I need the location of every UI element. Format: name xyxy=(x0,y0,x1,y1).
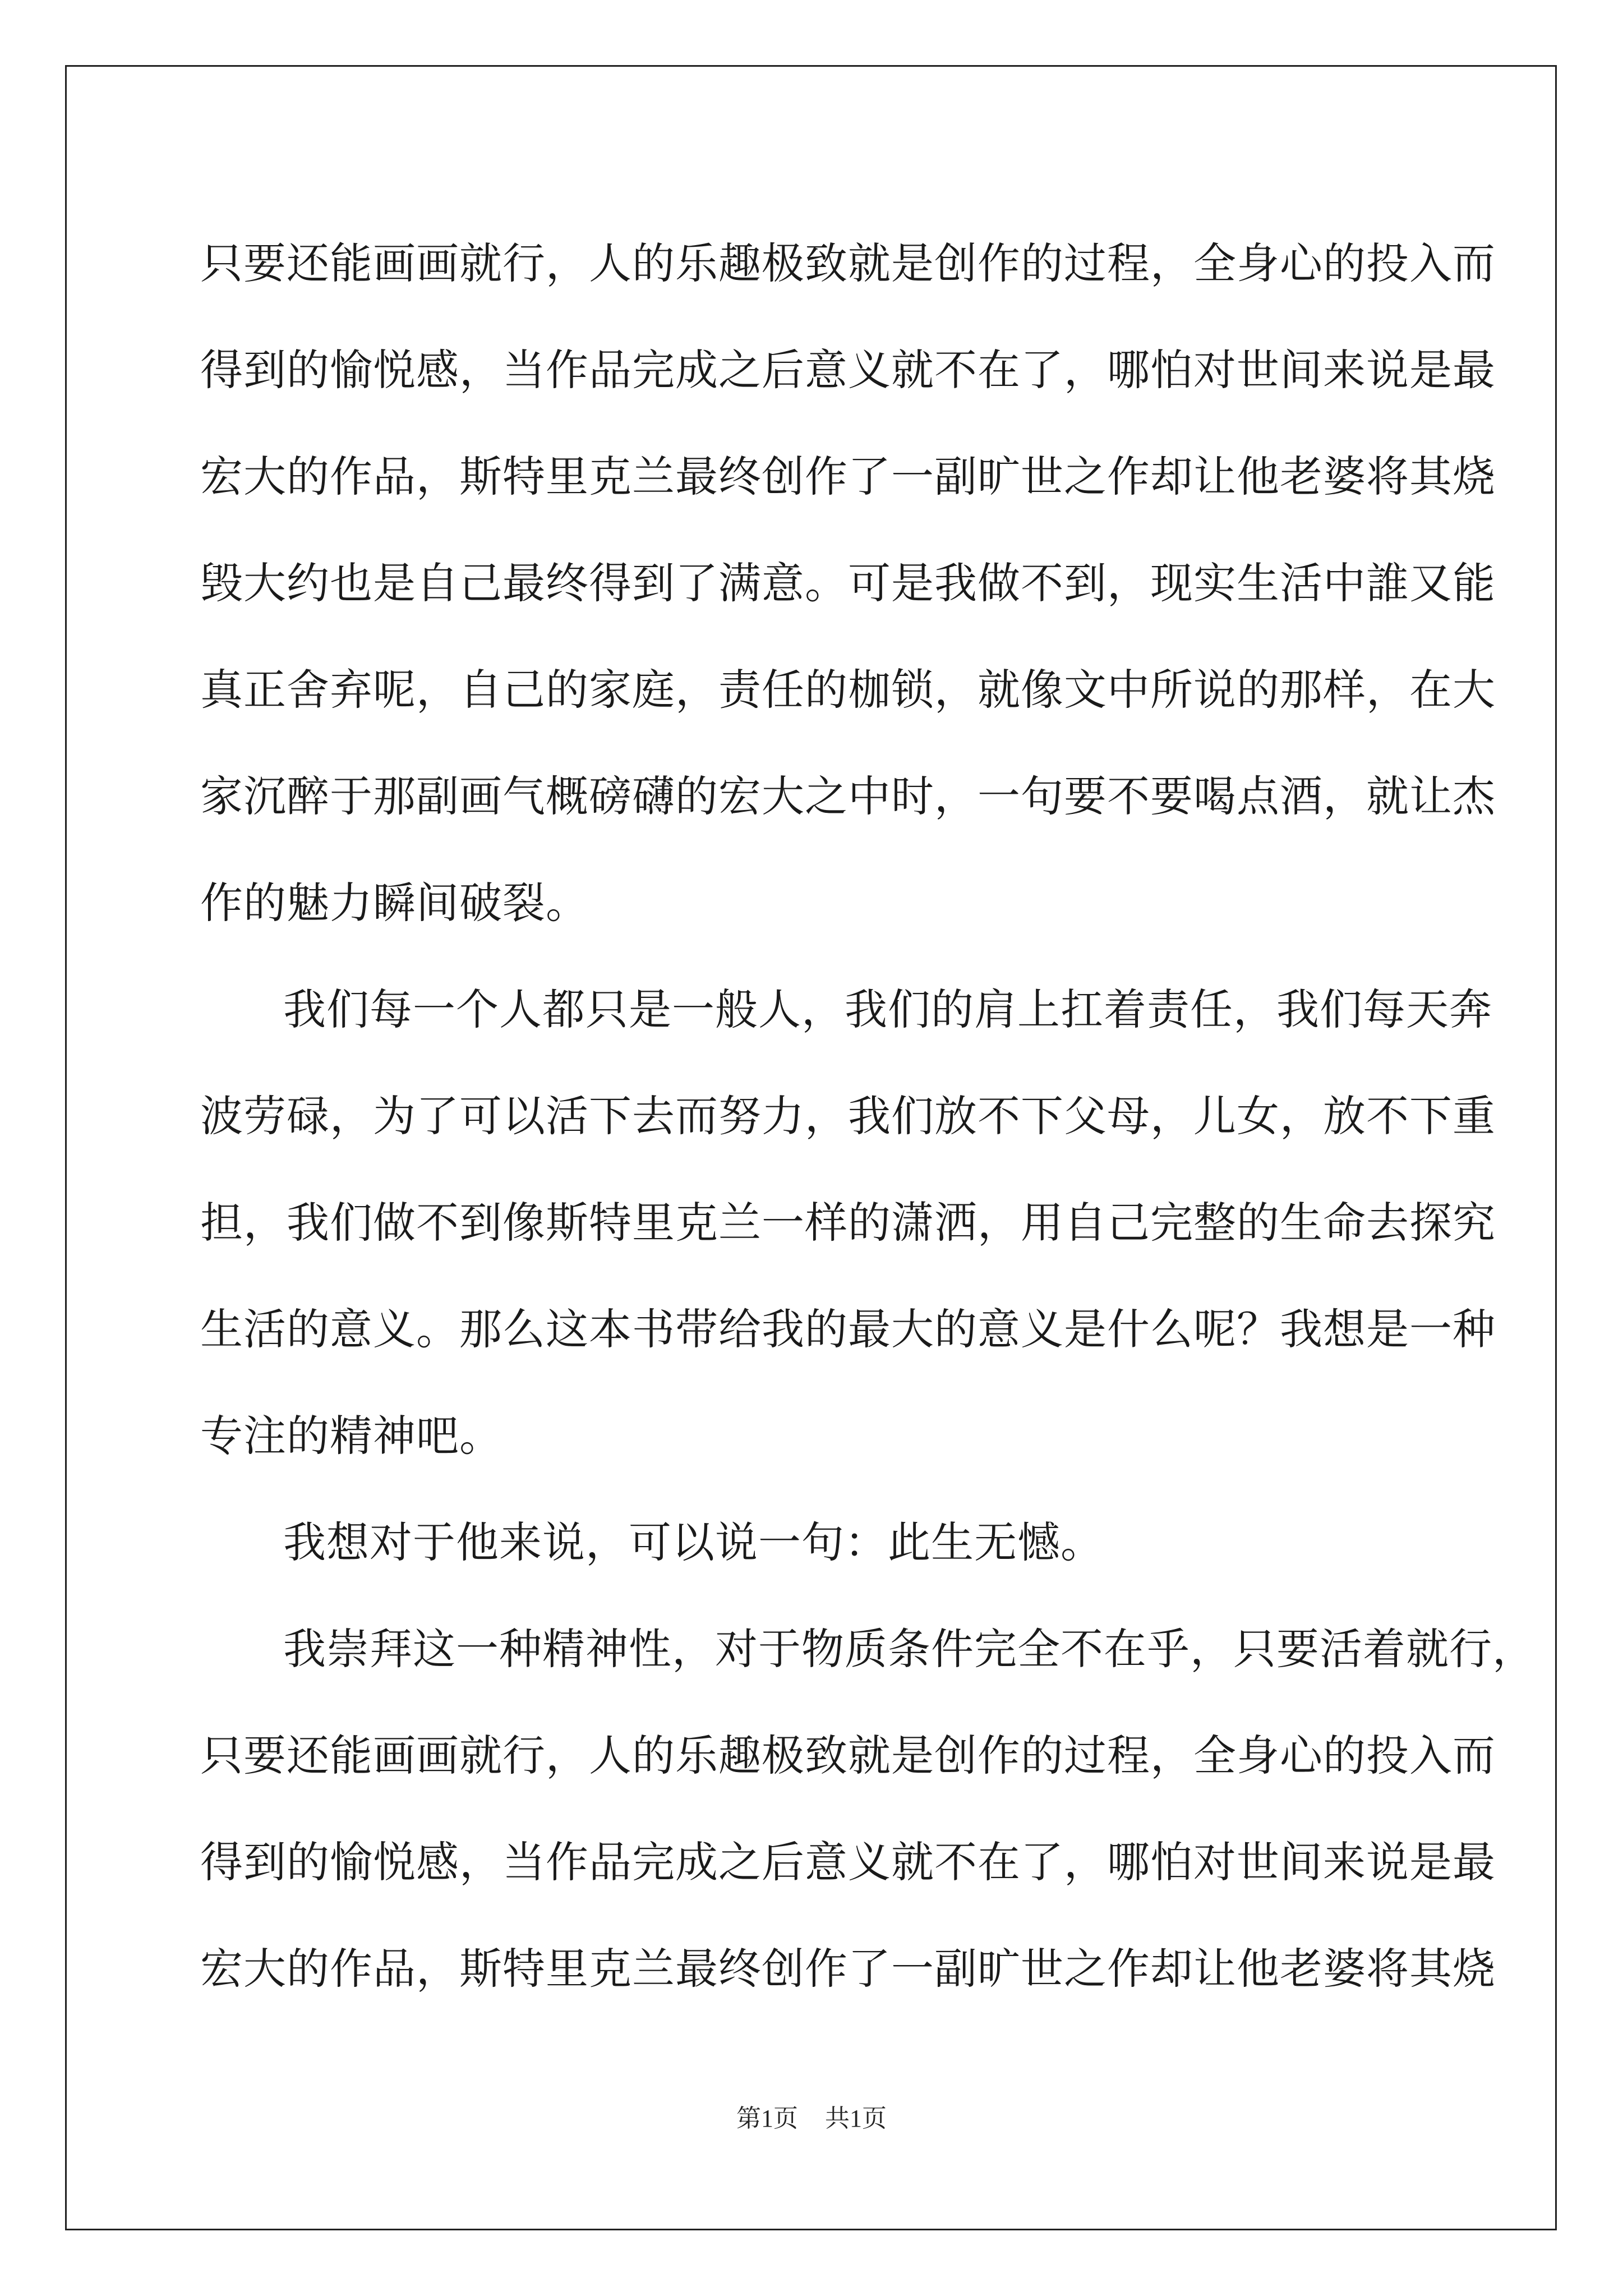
page-footer xyxy=(0,2098,1623,2134)
text-line: 毁大约也是自己最终得到了满意。可是我做不到，现实生活中誰又能 xyxy=(200,558,1496,608)
page-number-total: 共1页 xyxy=(825,2105,887,2132)
text-line: 得到的愉悦感，当作品完成之后意义就不在了，哪怕对世间来说是最 xyxy=(200,345,1496,395)
text-line: 只要还能画画就行，人的乐趣极致就是创作的过程，全身心的投入而 xyxy=(200,1731,1496,1780)
text-line: 专注的精神吧。 xyxy=(200,1411,502,1461)
document-body xyxy=(200,210,1536,2022)
text-line: 我们每一个人都只是一般人，我们的肩上扛着责任，我们每天奔 xyxy=(283,984,1492,1034)
text-line: 真正舍弃呢，自己的家庭，责任的枷锁，就像文中所说的那样，在大 xyxy=(200,665,1496,715)
text-line: 家沉醉于那副画气概磅礴的宏大之中时，一句要不要喝点酒，就让杰 xyxy=(200,771,1496,821)
text-line: 我想对于他来说，可以说一句：此生无憾。 xyxy=(283,1517,1104,1567)
text-line: 作的魅力瞬间破裂。 xyxy=(200,878,589,928)
text-line: 得到的愉悦感，当作品完成之后意义就不在了，哪怕对世间来说是最 xyxy=(200,1837,1496,1887)
text-line: 生活的意义。那么这本书带给我的最大的意义是什么呢？我想是一种 xyxy=(200,1304,1496,1354)
text-line: 波劳碌，为了可以活下去而努力，我们放不下父母，儿女，放不下重 xyxy=(200,1091,1496,1141)
text-line: 宏大的作品，斯特里克兰最终创作了一副旷世之作却让他老婆将其烧 xyxy=(200,1944,1496,1994)
text-line: 我崇拜这一种精神性，对于物质条件完全不在乎，只要活着就行， xyxy=(283,1624,1536,1674)
page-number-current: 第1页 xyxy=(736,2105,798,2132)
text-line: 宏大的作品，斯特里克兰最终创作了一副旷世之作却让他老婆将其烧 xyxy=(200,452,1496,501)
text-line: 担，我们做不到像斯特里克兰一样的潇洒，用自己完整的生命去探究 xyxy=(200,1198,1496,1248)
text-line: 只要还能画画就行，人的乐趣极致就是创作的过程，全身心的投入而 xyxy=(200,238,1496,288)
